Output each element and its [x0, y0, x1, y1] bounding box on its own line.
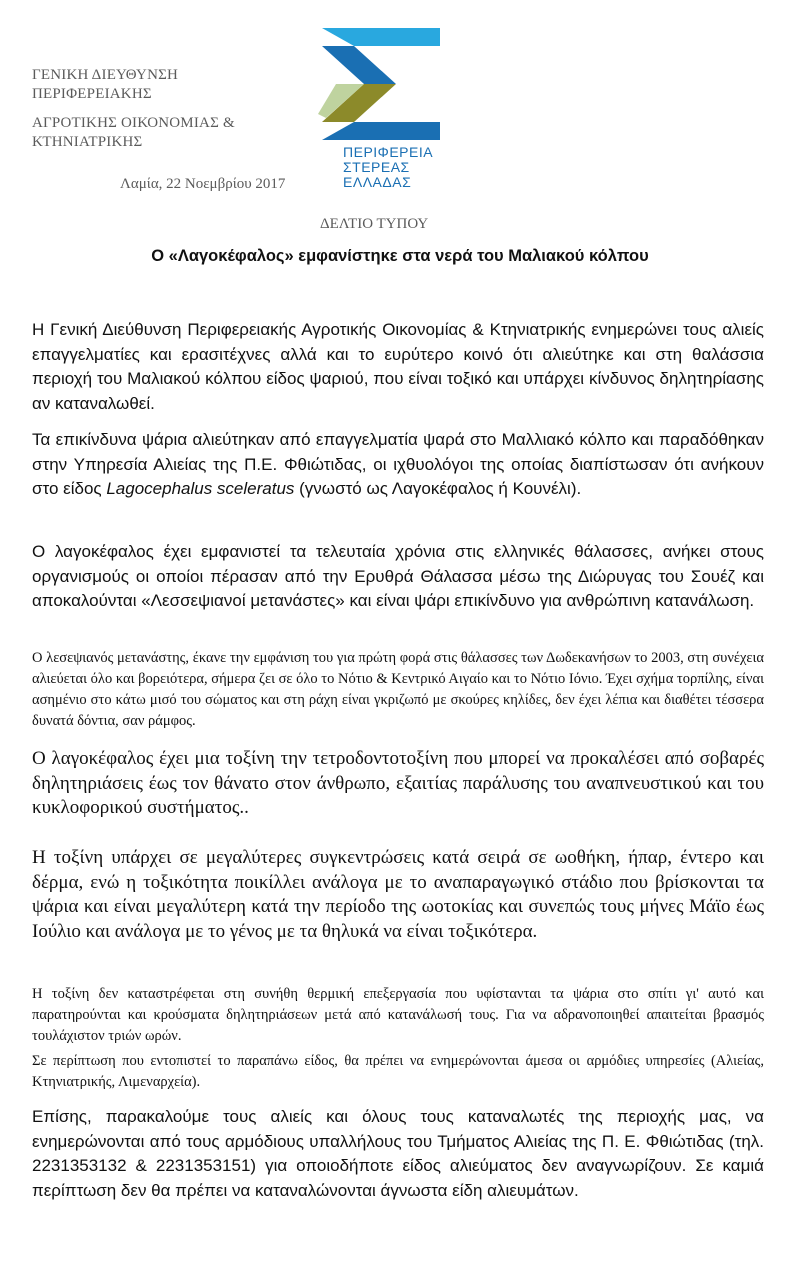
- logo-bottom-bar: [322, 122, 440, 140]
- paragraph-toxicity: Η τοξίνη υπάρχει σε μεγαλύτερες συγκεντρώσεις κατά σειρά σε ωοθήκη, ήπαρ, έντερο και δέρμα, ενώ η τοξικότητα ποικίλλει ανάλογα με το αναπαραγωγικό στάδιο που βρίσκονται τα ψάρια και είναι μεγαλύτερη κατά την περίοδο της ωοτοκίας και συνεπώς τους μήνες Μάϊο έως Ιούλιο και ανάλογα με το γένος με τα θηλυκά να είναι τοξικότερα.: [32, 847, 764, 942]
- logo-blue-chevron-upper: [322, 46, 396, 84]
- paragraph-heat: Η τοξίνη δεν καταστρέφεται στη συνήθη θερμική επεξεργασία που υφίστανται τα ψάρια στο σπίτι γι' αυτό και παρατηρούνται και κρούσματα δηλητηριάσεων μετά από κατανάλωσή τους. Για να αδρανοποιηθεί απαιτείται βρασμός τουλάχιστον τριών ωρών.: [32, 986, 764, 1044]
- document-title: Ο «Λαγοκέφαλος» εμφανίστηκε στα νερά του Μαλιακού κόλπου: [151, 247, 649, 265]
- paragraph-catch: [32, 428, 764, 502]
- paragraph-description: Ο λεσεψιανός μετανάστης, έκανε την εμφάνιση του για πρώτη φορά στις θάλασσες των Δωδεκανήσων το 2003, στη συνέχεια αλιεύεται όλο και βορειότερα, σήμερα ζει σε όλο το Νότιο & Κεντρικό Αιγαίο και το Νότιο Ιόνιο. Έχει σχήμα τορπίλης, είναι ασημένιο στο κάτω μισό του σώματος και στη ράχη είναι γκριζωπό με σκούρες κηλίδες, δεν έχει λέπια και διαθέτει τέσσερα δυνατά δόντια, σαν ράμφος.: [32, 650, 764, 729]
- press-release-label: ΔΕΛΤΙΟ ΤΥΠΟΥ: [320, 216, 429, 232]
- dept-line-2: ΠΕΡΙΦΕΡΕΙΑΚΗΣ: [32, 86, 152, 102]
- paragraph-catch-start: Τα επικίνδυνα ψάρια αλιεύτηκαν από επαγγελματία ψαρά στο Μαλλιακό κόλπο και παραδόθηκαν στην Υπηρεσία Αλιείας της Π.Ε. Φθιώτιδας, οι ιχθυολόγοι της οποίας διαπίστωσαν ότι ανήκουν στο είδος: [32, 430, 764, 498]
- species-name: Lagocephalus sceleratus: [106, 479, 295, 498]
- paragraph-intro: Η Γενική Διεύθυνση Περιφερειακής Αγροτικής Οικονομίας & Κτηνιατρικής ενημερώνει τους αλιείς επαγγελματίες και ερασιτέχνες αλλά και το ευρύτερο κοινό ότι αλιεύτηκε και στη θαλάσσια περιοχή του Μαλιακού κόλπου είδος ψαριού, που είναι τοξικό και υπάρχει κίνδυνος δηλητηρίασης αν καταναλωθεί.: [32, 320, 764, 413]
- logo-top-bar: [322, 28, 440, 46]
- department-header: [32, 66, 235, 152]
- logo-text-line-1: ΠΕΡΙΦΕΡΕΙΑ: [343, 144, 434, 160]
- document-date: Λαμία, 22 Νοεμβρίου 2017: [120, 176, 286, 192]
- paragraph-toxin: Ο λαγοκέφαλος έχει μια τοξίνη την τετροδοντοτοξίνη που μπορεί να προκαλέσει από σοβαρές δηλητηριάσεις έως τον θάνατο στον άνθρωπο, εξαιτίας παράλυσης του αναπνευστικού και του κυκλοφορικού συστήματος..: [32, 748, 764, 818]
- logo-text-line-2: ΣΤΕΡΕΑΣ: [343, 159, 410, 175]
- paragraph-catch-end: (γνωστό ως Λαγοκέφαλος ή Κουνέλι).: [294, 479, 582, 498]
- paragraph-contact: Επίσης, παρακαλούμε τους αλιείς και όλους τους καταναλωτές της περιοχής μας, να ενημερώνονται από τους αρμόδιους υπαλλήλους του Τμήματος Αλιείας της Π. Ε. Φθιώτιδας (τηλ. 2231353132 & 2231353151) για οποιοδήποτε είδος αλιεύματος δεν αναγνωρίζουν. Σε καμιά περίπτωση δεν θα πρέπει να καταναλώνονται άγνωστα είδη αλιευμάτων.: [32, 1107, 764, 1200]
- dept-line-4: ΚΤΗΝΙΑΤΡΙΚΗΣ: [32, 134, 143, 150]
- paragraph-report: Σε περίπτωση που εντοπιστεί το παραπάνω είδος, θα πρέπει να ενημερώνονται άμεσα οι αρμόδιες υπηρεσίες (Αλιείας, Κτηνιατρικής, Λιμεναρχεία).: [32, 1053, 764, 1090]
- dept-line-3: ΑΓΡΟΤΙΚΗΣ ΟΙΚΟΝΟΜΙΑΣ &: [32, 115, 235, 131]
- logo-text-line-3: ΕΛΛΑΔΑΣ: [343, 174, 412, 190]
- dept-line-1: ΓΕΝΙΚΗ ΔΙΕΥΘΥΝΣΗ: [32, 67, 179, 83]
- paragraph-origin: Ο λαγοκέφαλος έχει εμφανιστεί τα τελευταία χρόνια στις ελληνικές θάλασσες, ανήκει στους οργανισμούς οι οποίοι πέρασαν από την Ερυθρά Θάλασσα μέσω της Διώρυγας του Σουέζ και αποκαλούνται «Λεσσεψιανοί μετανάστες» και είναι ψάρι επικίνδυνο για ανθρώπινη κατανάλωση.: [32, 542, 764, 610]
